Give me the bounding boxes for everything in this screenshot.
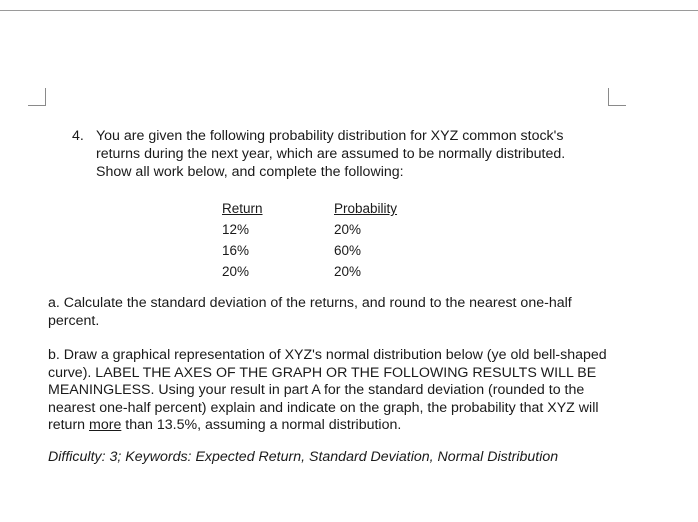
table-cell: 16% bbox=[222, 243, 250, 258]
margin-corner-mark-right bbox=[608, 88, 626, 106]
page-top-border bbox=[0, 10, 698, 11]
question-intro: You are given the following probability distribution for XYZ common stock's returns during the next year, which are assumed to be normally distributed. Show all work below, and complete the following: bbox=[96, 128, 566, 180]
table-header-return: Return bbox=[222, 201, 263, 216]
part-b-text bbox=[48, 347, 608, 435]
table-column-probability bbox=[334, 198, 397, 282]
table-cell: 20% bbox=[334, 264, 362, 279]
question-number: 4. bbox=[72, 128, 84, 144]
part-a-text: a. Calculate the standard deviation of the returns, and round to the nearest one-half percent. bbox=[48, 295, 572, 329]
margin-corner-mark-left bbox=[28, 88, 46, 106]
table-column-return bbox=[222, 198, 263, 282]
table-cell: 20% bbox=[334, 222, 362, 237]
table-cell: 20% bbox=[222, 264, 250, 279]
table-cell: 12% bbox=[222, 222, 250, 237]
table-header-probability: Probability bbox=[334, 201, 398, 216]
part-b-text-start: b. Draw a graphical representation of XYZ's normal distribution below (ye old bell-shaped curve). LABEL THE AXES OF THE GRAPH OR THE FOLLOWING RESULTS WILL BE MEANINGLESS. Using your result in part A for the standard deviation (rounded to the nearest one-half percent) explain and indicate on the graph, the probability that XYZ will return bbox=[48, 347, 607, 434]
part-b-text-end: than 13.5%, assuming a normal distribution. bbox=[121, 417, 402, 434]
table-cell: 60% bbox=[334, 243, 362, 258]
difficulty-keywords-line: Difficulty: 3; Keywords: Expected Return, Standard Deviation, Normal Distribution bbox=[48, 449, 559, 465]
part-b-emphasis: more bbox=[89, 417, 122, 434]
